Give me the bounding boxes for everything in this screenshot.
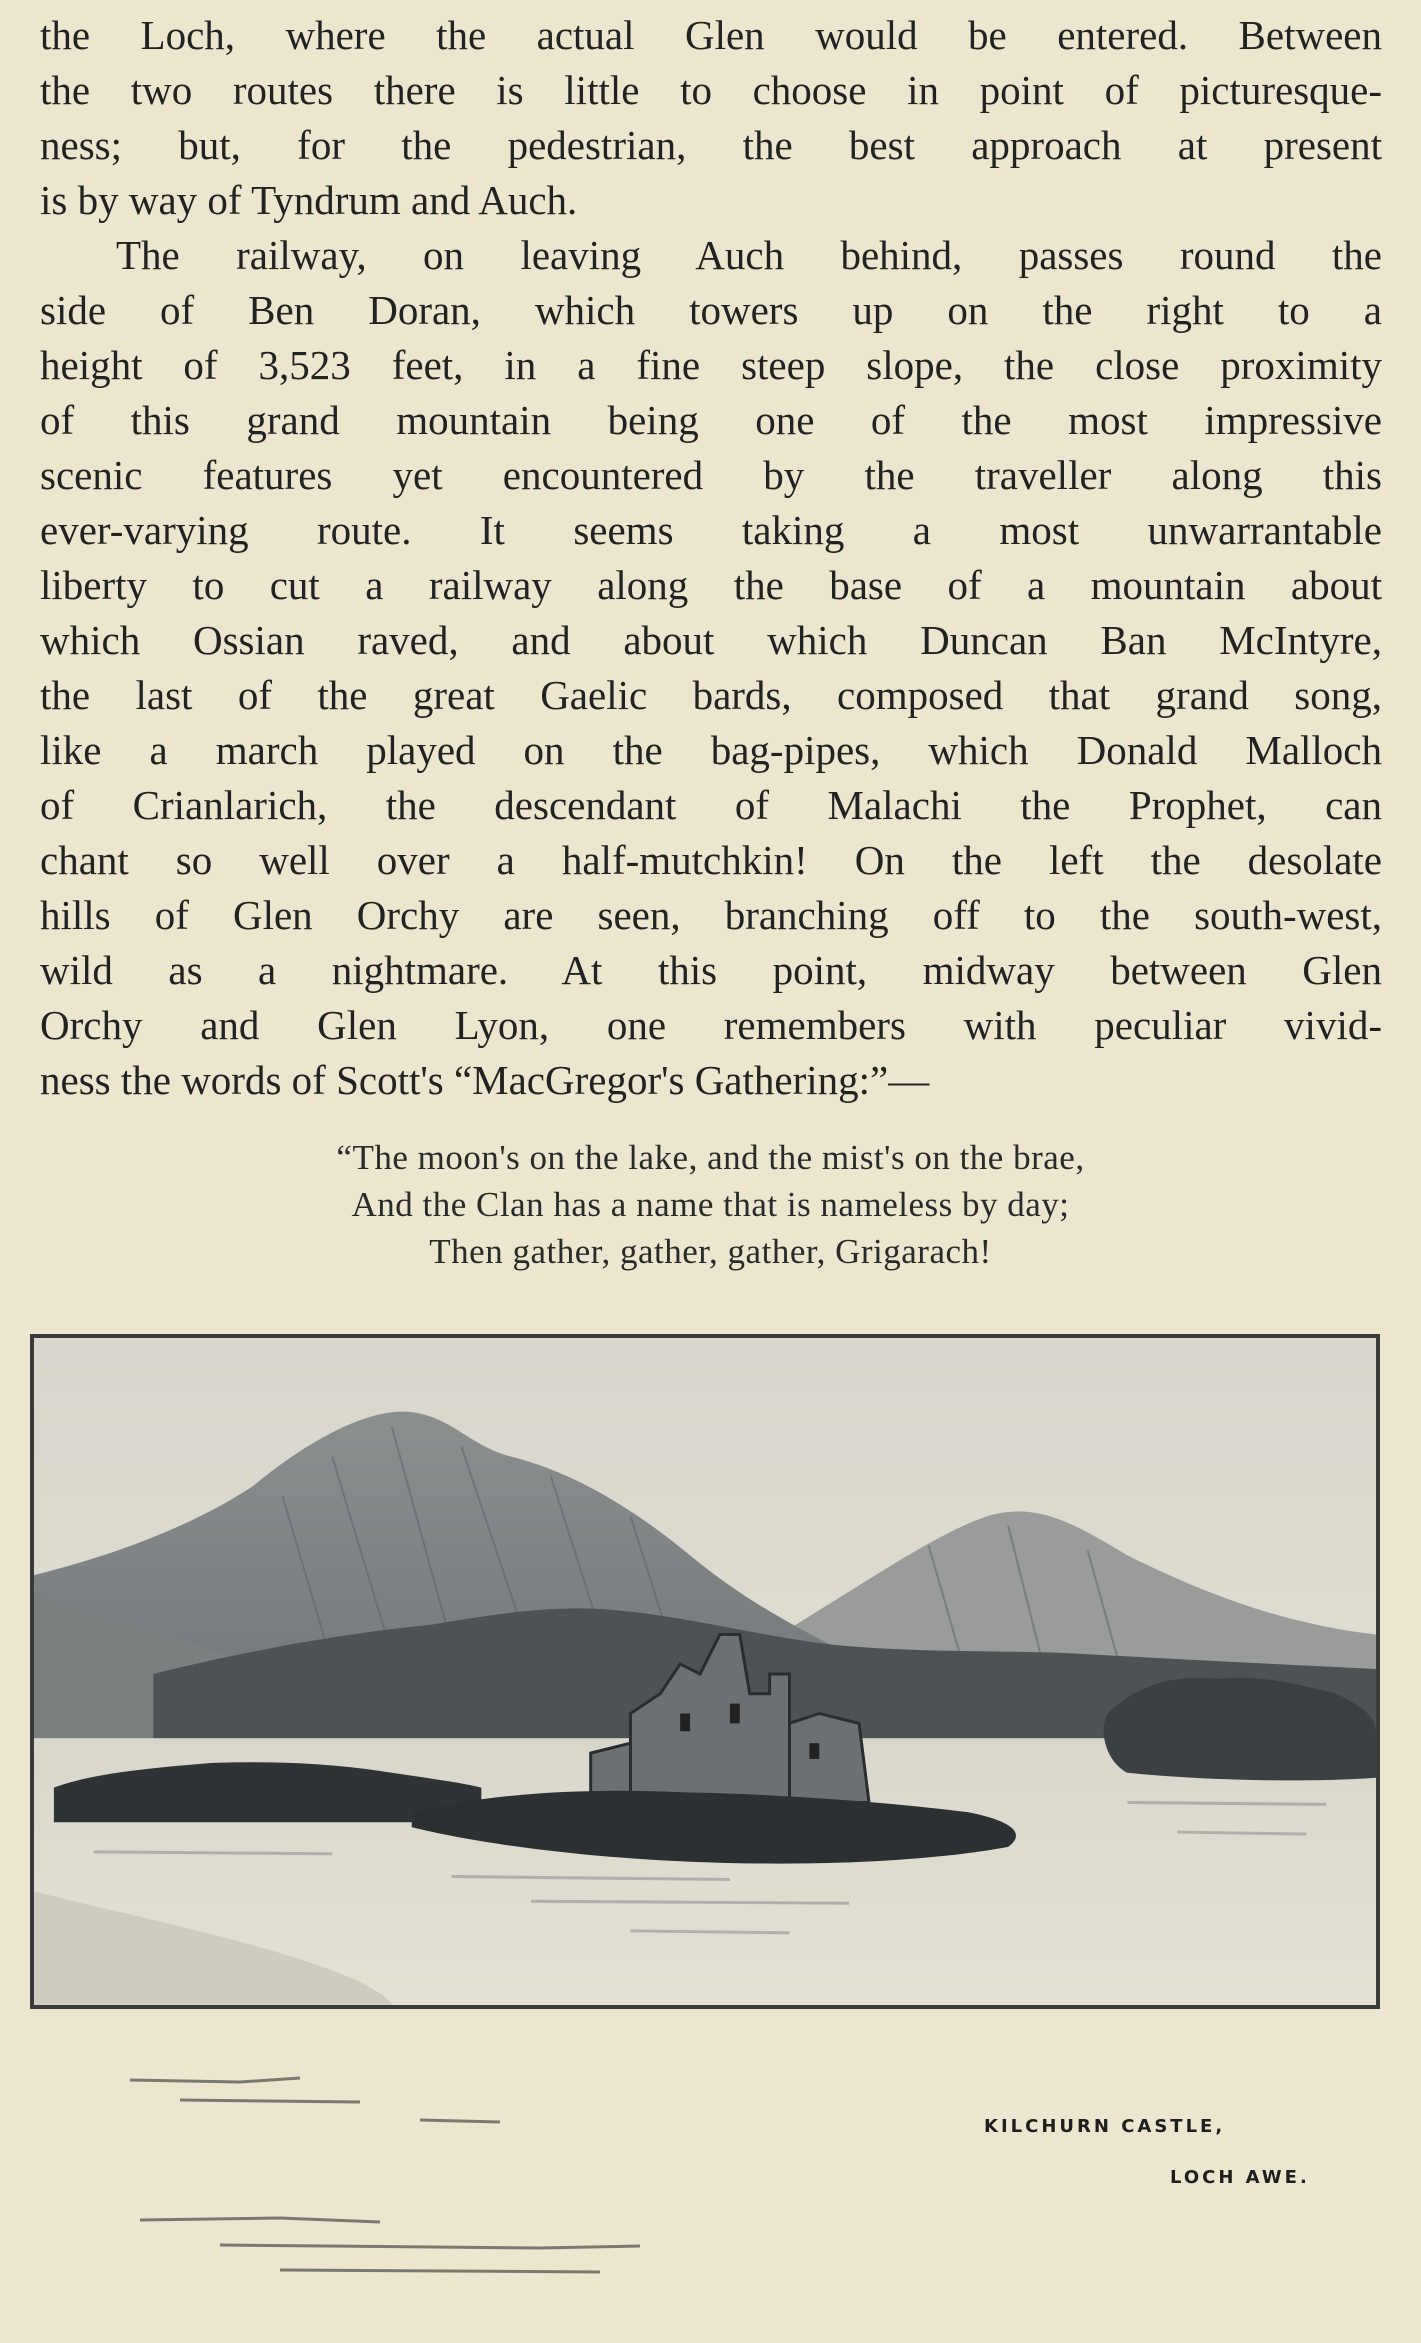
text-line: of this grand mountain being one of the most impressive xyxy=(40,397,1382,443)
poem-line: Then gather, gather, gather, Grigarach! xyxy=(429,1232,992,1271)
sketch-stroke xyxy=(140,2218,380,2222)
text-line: the two routes there is little to choose in point of picturesque- xyxy=(40,67,1382,113)
text-line: height of 3,523 feet, in a fine steep slope, the close proximity xyxy=(40,342,1382,388)
foreground-sketch xyxy=(120,2040,1020,2290)
text-line: liberty to cut a railway along the base of a mountain about xyxy=(40,562,1382,608)
castle-curtain-wall xyxy=(789,1713,869,1802)
text-line: side of Ben Doran, which towers up on the right to a xyxy=(40,287,1382,333)
sketch-stroke xyxy=(180,2100,360,2102)
caption-location: LOCH AWE. xyxy=(1170,2167,1310,2188)
text-line: Orchy and Glen Lyon, one remembers with peculiar vivid- xyxy=(40,1002,1382,1048)
sketch-stroke xyxy=(220,2245,640,2248)
text-line: is by way of Tyndrum and Auch. xyxy=(40,177,578,223)
text-line: scenic features yet encountered by the traveller along this xyxy=(40,452,1382,498)
text-line: wild as a nightmare. At this point, midway between Glen xyxy=(40,947,1382,993)
poem-quote xyxy=(0,1134,1421,1275)
poem-line: And the Clan has a name that is nameless by day; xyxy=(351,1185,1070,1224)
paragraph-1 xyxy=(40,8,1382,228)
reflection-stroke xyxy=(531,1901,849,1903)
caption-title: KILCHURN CASTLE, xyxy=(984,2116,1226,2137)
text-line: The railway, on leaving Auch behind, passes round the xyxy=(116,232,1382,278)
poem-line: “The moon's on the lake, and the mist's on the brae, xyxy=(336,1138,1085,1177)
text-line: like a march played on the bag-pipes, which Donald Malloch xyxy=(40,727,1382,773)
kilchurn-castle-illustration xyxy=(30,1334,1380,2009)
reflection-stroke xyxy=(94,1852,333,1854)
text-line: the last of the great Gaelic bards, composed that grand song, xyxy=(40,672,1382,718)
text-line: the Loch, where the actual Glen would be entered. Between xyxy=(40,12,1382,58)
window xyxy=(809,1743,819,1759)
sketch-stroke xyxy=(420,2120,500,2122)
reflection-stroke xyxy=(630,1931,789,1933)
body-text xyxy=(40,8,1382,1108)
text-line: ness; but, for the pedestrian, the best approach at present xyxy=(40,122,1382,168)
sketch-stroke xyxy=(280,2270,600,2272)
text-line: which Ossian raved, and about which Duncan Ban McIntyre, xyxy=(40,617,1382,663)
text-line: ness the words of Scott's “MacGregor's Gathering:”— xyxy=(40,1057,930,1103)
reflection-stroke xyxy=(1127,1802,1326,1804)
text-line: ever-varying route. It seems taking a most unwarrantable xyxy=(40,507,1382,553)
paragraph-2 xyxy=(40,228,1382,1108)
reflection-stroke xyxy=(1177,1832,1306,1834)
window xyxy=(680,1713,690,1731)
sketch-stroke xyxy=(130,2078,300,2082)
text-line: hills of Glen Orchy are seen, branching off to the south-west, xyxy=(40,892,1382,938)
window xyxy=(730,1704,740,1724)
text-line: of Crianlarich, the descendant of Malachi the Prophet, can xyxy=(40,782,1382,828)
text-line: chant so well over a half-mutchkin! On the left the desolate xyxy=(40,837,1382,883)
landscape-engraving xyxy=(34,1338,1376,2005)
